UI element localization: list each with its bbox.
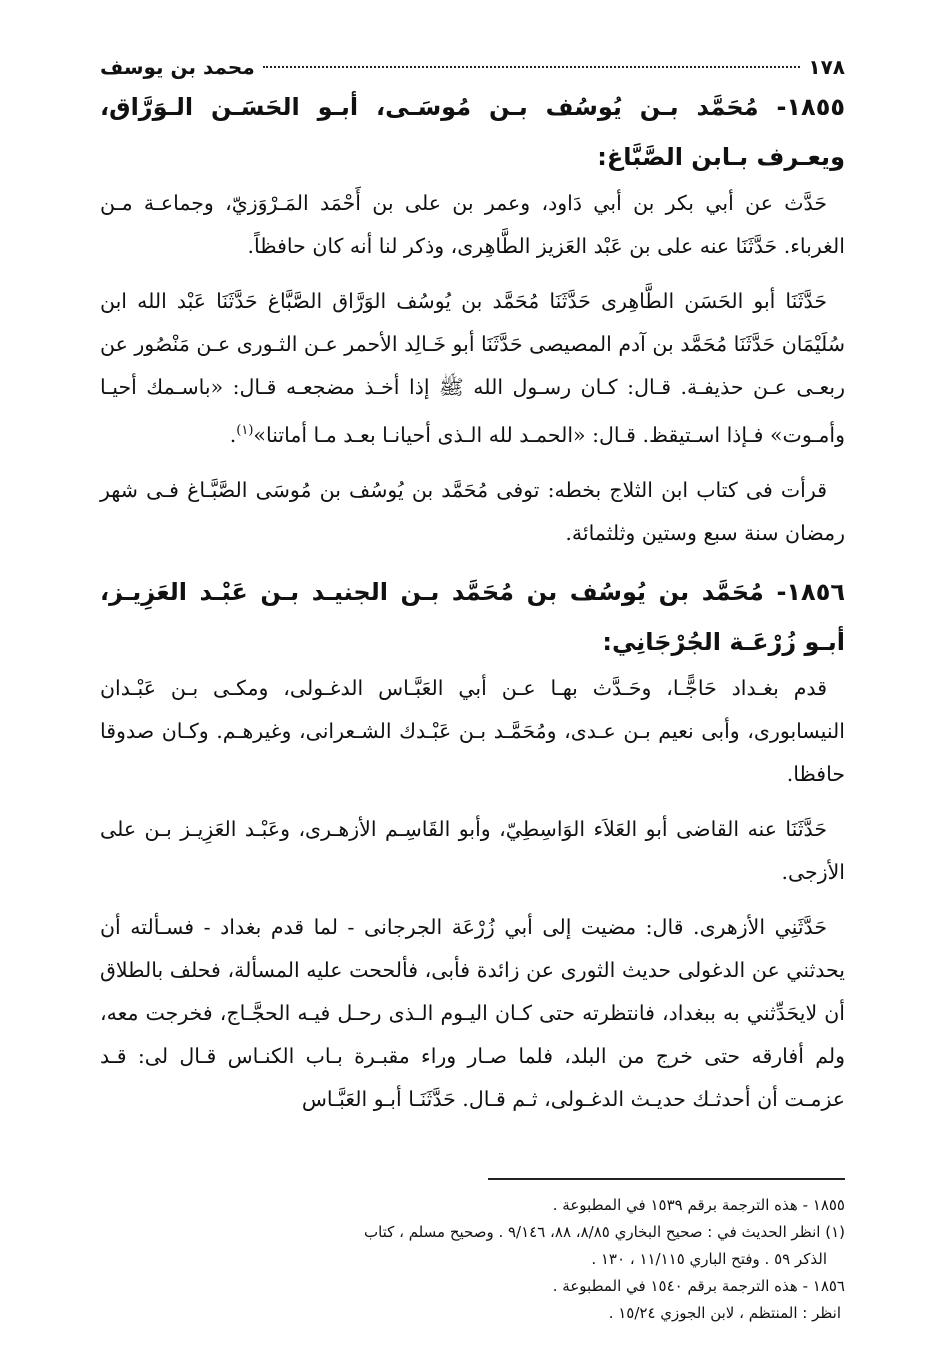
page-body: [100, 52, 845, 1127]
footnote-1856-source: انظر : المنتظم ، لابن الجوزي ١٥/٢٤ .: [608, 1304, 841, 1322]
header-dotted-leader: [263, 66, 801, 68]
entry-1855-paragraph-3: قرأت فى كتاب ابن الثلاج بخطه: توفى مُحَمَّد بن يُوسُف بن مُوسَى الصَّبَّـاغ فـى شهر رمضان سنة سبع وستين وثلثمائة.: [100, 477, 845, 545]
entry-1855-paragraph-1: حَدَّث عن أبي بكر بن أبي دَاود، وعمر بن على بن أَحْمَد المَـرْوَزيّ، وجماعـة مـن الغرباء. حَدَّثَنَا عنه على بن عَبْد العَزيز الطَّاهِرى، وذكر لنا أنه كان حافظاً.: [100, 191, 845, 258]
entry-heading-1856: ١٨٥٦- مُحَمَّد بن يُوسُف بن مُحَمَّد بـن الجنيـد بـن عَبْـد العَزِيـز، أبـو زُرْعَـة الجُرْجَانِي:: [100, 577, 845, 656]
footnote-1855: ١٨٥٥ - هذه الترجمة برقم ١٥٣٩ في المطبوعة .: [552, 1196, 845, 1214]
entry-1856-paragraph-2: حَدَّثَنَا عنه القاضى أبو العَلاَء الوَاسِطِيّ، وأبو القَاسِـم الأزهـرى، وعَبْـد العَزِيـز بـن على الأزجى.: [100, 816, 845, 884]
footnote-separator: [488, 1178, 845, 1180]
footnote-1: (١) انظر الحديث في : صحيح البخاري ٨/٨٥، ٨٨، ٩/١٤٦ . وصحيح مسلم ، كتاب: [363, 1223, 845, 1241]
footnotes: [100, 1192, 845, 1327]
page-number: ١٧٨: [808, 55, 845, 79]
running-title: محمد بن يوسف: [100, 55, 255, 79]
entry-1856-paragraph-3: حَدَّثَنِي الأزهرى. قال: مضيت إلى أبي زُرْعَة الجرجانى - لما قدم بغداد - فسـألته أن يحدثني عن الدغولى حديث الثورى عن زائدة فأبى، فألححت عليه المسألة، فحلف بالطلاق أن لايحَدِّثني به ببغداد، فانتظرته حتى كـان اليـوم الـذى رحـل فيـه الحجَّـاج، فخرجت معه، ولم أفارقه حتى خرج من البلد، فلما صـار وراء مقبـرة بـاب الكنـاس قـال لى: قـد عزمـت أن أحدثـك حديـث الدغـولى، ثـم قـال. حَدَّثَنَـا أبـو العَبَّـاس: [100, 914, 845, 1111]
entry-1855-paragraph-2-text: حَدَّثَنَا أبو الحَسَن الطَّاهِرى حَدَّثَنَا مُحَمَّد بن يُوسُف الوَرَّاق الصَّبَّاغ حَدَّثَنَا عَبْد الله ابن سُلَيْمَان حَدَّثَنَا مُحَمَّد بن آدم المصيصى حَدَّثَنَا أبو خَـالِد الأحمر عـن الثـورى عـن مَنْصُور عن ربعـى عـن حذيفـة. قـال: كـان رسـول الله ﷺ إذا أخـذ مضجعـه قـال: «باسـمك أحيـا وأمـوت» فـإذا اسـتيقظ. قـال: «الحمـد لله الـذى أحيانـا بعـد مـا أماتنا»: [100, 289, 845, 447]
footnote-1856: ١٨٥٦ - هذه الترجمة برقم ١٥٤٠ في المطبوعة .: [552, 1277, 845, 1295]
entry-heading-1855: ١٨٥٥- مُحَمَّد بـن يُوسُف بـن مُوسَـى، أبـو الحَسَـن الـوَرَّاق، ويعـرف بـابن الصَّبَّاغ:: [100, 93, 845, 171]
footnote-1-continued: الذكر ٥٩ . وفتح الباري ١١/١١٥ ، ١٣٠ .: [591, 1250, 827, 1268]
entry-1855-paragraph-2: حَدَّثَنَا أبو الحَسَن الطَّاهِرى حَدَّثَنَا مُحَمَّد بن يُوسُف الوَرَّاق الصَّبَّاغ حَدَّثَنَا عَبْد الله ابن سُلَيْمَان حَدَّثَنَا مُحَمَّد بن آدم المصيصى حَدَّثَنَا أبو خَـالِد الأحمر عـن الثـورى عـن مَنْصُور عن ربعـى عـن حذيفـة. قـال: كـان رسـول الله ﷺ إذا أخـذ مضجعـه قـال: «باسـمك أحيـا وأمـوت» فـإذا اسـتيقظ. قـال: «الحمـد لله الـذى أحيانـا بعـد مـا أماتنا»$^{(١)}$.: [100, 289, 845, 447]
page-header: [100, 52, 845, 82]
entry-1856-paragraph-1: قدم بغـداد حَاجًّـا، وحَـدَّث بهـا عـن أبي العَبَّـاس الدغـولى، ومكـى بـن عَبْـدان النيسابورى، وأبى نعيم بـن عـدى، ومُحَمَّـد بـن عَبْـدك الشـعرانى، وغيرهـم. وكـان صدوقا حافظا.: [100, 675, 845, 786]
footnote-reference: (١): [236, 423, 254, 438]
